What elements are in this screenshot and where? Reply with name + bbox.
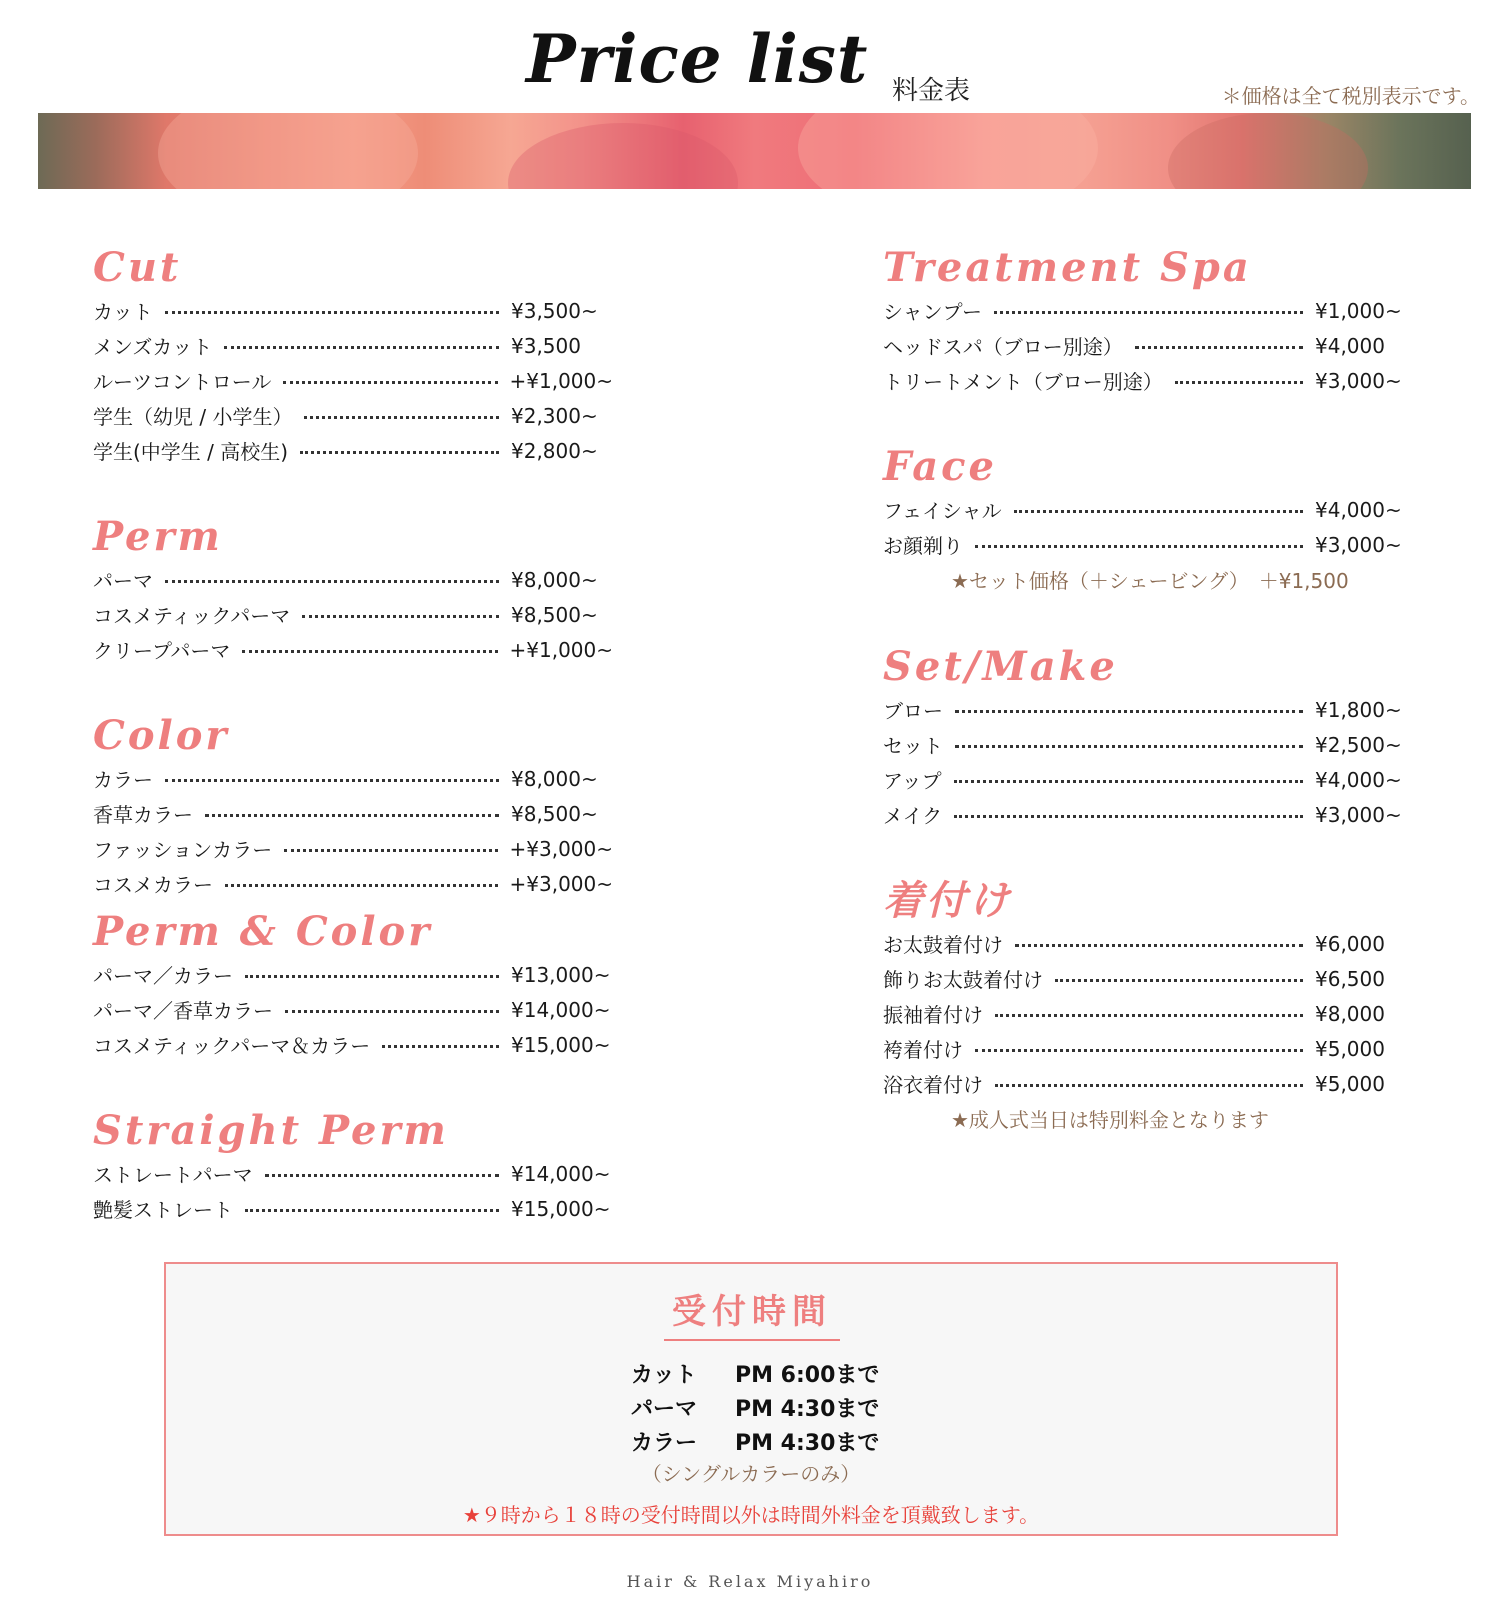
hours-row xyxy=(631,1358,879,1392)
hours-label: パーマ xyxy=(631,1397,698,1422)
item-name: ファッションカラー xyxy=(93,838,273,862)
item-price: ¥2,800~ xyxy=(511,438,598,463)
item-price: ¥3,500 xyxy=(511,333,581,358)
section-title: Set/Make xyxy=(883,643,1118,690)
dot-leader xyxy=(300,451,499,454)
item-price: ¥3,000~ xyxy=(1315,802,1402,827)
price-row xyxy=(883,926,1403,961)
price-row xyxy=(93,597,613,632)
dot-leader xyxy=(975,545,1303,548)
dot-leader xyxy=(1175,381,1303,384)
dot-leader xyxy=(205,814,499,817)
dot-leader xyxy=(302,615,499,618)
item-name: 艶髪ストレート xyxy=(93,1198,233,1222)
item-price: ¥2,500~ xyxy=(1315,732,1402,757)
reception-hours-list xyxy=(631,1358,879,1460)
price-row xyxy=(883,363,1403,398)
dot-leader xyxy=(165,580,499,583)
item-name: お顔剃り xyxy=(883,534,963,558)
dot-leader xyxy=(382,1045,499,1048)
dot-leader xyxy=(304,416,499,419)
item-name: メンズカット xyxy=(93,335,213,359)
section-set-make xyxy=(883,644,1403,832)
item-name: ストレートパーマ xyxy=(93,1163,253,1187)
section-title: Straight Perm xyxy=(93,1107,449,1154)
price-row xyxy=(93,1027,613,1062)
dot-leader xyxy=(975,1049,1303,1052)
item-price: +¥3,000~ xyxy=(509,836,613,861)
price-row xyxy=(883,996,1403,1031)
price-row xyxy=(93,632,613,667)
hours-time: PM 4:30まで xyxy=(735,1431,880,1456)
price-row xyxy=(93,363,613,398)
item-price: ¥8,000~ xyxy=(511,766,598,791)
page-title: Price list xyxy=(526,20,869,98)
price-row xyxy=(883,328,1403,363)
item-price: ¥14,000~ xyxy=(511,1161,611,1186)
price-row xyxy=(883,961,1403,996)
dot-leader xyxy=(284,849,497,852)
item-price: ¥2,300~ xyxy=(511,403,598,428)
dot-leader xyxy=(955,710,1303,713)
header xyxy=(0,0,1500,120)
dot-leader xyxy=(283,381,497,384)
dot-leader xyxy=(165,311,499,314)
section-color xyxy=(93,713,613,901)
hours-row xyxy=(631,1392,879,1426)
face-set-price-note: ★セット価格（＋シェービング） ＋¥1,500 xyxy=(951,569,1349,593)
item-price: ¥6,500 xyxy=(1315,966,1385,991)
overtime-fee-warning: ★９時から１８時の受付時間以外は時間外料金を頂戴致します。 xyxy=(462,1503,1040,1527)
dot-leader xyxy=(165,779,499,782)
price-row xyxy=(93,866,613,901)
dot-leader xyxy=(224,346,499,349)
price-row xyxy=(93,796,613,831)
tax-note: ＊価格は全て税別表示です。 xyxy=(1221,84,1480,108)
price-row xyxy=(883,762,1403,797)
item-price: +¥3,000~ xyxy=(509,871,613,896)
item-name: 浴衣着付け xyxy=(883,1073,983,1097)
item-name: カット xyxy=(93,300,153,324)
price-row xyxy=(93,433,613,468)
item-name: ブロー xyxy=(883,699,943,723)
dot-leader xyxy=(995,1084,1303,1087)
item-price: ¥3,000~ xyxy=(1315,368,1402,393)
hours-time: PM 4:30まで xyxy=(735,1397,880,1422)
dot-leader xyxy=(954,815,1303,818)
price-row xyxy=(883,1031,1403,1066)
section-face xyxy=(883,444,1403,598)
item-name: コスメティックパーマ xyxy=(93,604,291,628)
left-column xyxy=(93,245,613,1272)
hours-label: カット xyxy=(631,1363,697,1388)
section-perm xyxy=(93,514,613,667)
item-name: ヘッドスパ（ブロー別途） xyxy=(883,335,1123,359)
price-row xyxy=(93,761,613,796)
item-price: ¥14,000~ xyxy=(511,997,611,1022)
dot-leader xyxy=(242,650,497,653)
item-price: ¥4,000~ xyxy=(1315,767,1402,792)
hours-time: PM 6:00まで xyxy=(735,1363,880,1388)
item-price: +¥1,000~ xyxy=(509,637,613,662)
item-price: ¥8,500~ xyxy=(511,602,598,627)
section-cut xyxy=(93,245,613,468)
price-row xyxy=(93,328,613,363)
price-row xyxy=(93,957,613,992)
price-row xyxy=(883,527,1403,562)
single-color-note: （シングルカラーのみ） xyxy=(641,1462,861,1486)
item-price: ¥3,000~ xyxy=(1315,532,1402,557)
item-name: 振袖着付け xyxy=(883,1003,983,1027)
dot-leader xyxy=(265,1174,499,1177)
page-subtitle: 料金表 xyxy=(892,76,971,106)
section-perm-color xyxy=(93,909,613,1062)
section-treatment-spa xyxy=(883,245,1403,398)
price-row xyxy=(883,1066,1403,1101)
item-name: セット xyxy=(883,734,943,758)
section-title: Cut xyxy=(93,244,182,291)
item-price: ¥4,000 xyxy=(1315,333,1385,358)
dot-leader xyxy=(245,975,499,978)
dot-leader xyxy=(1055,979,1303,982)
item-name: カラー xyxy=(93,768,153,792)
reception-hours-title: 受付時間 xyxy=(664,1284,840,1341)
item-price: ¥1,000~ xyxy=(1315,298,1402,323)
section-straight-perm xyxy=(93,1108,613,1226)
item-name: トリートメント（ブロー別途） xyxy=(883,370,1163,394)
dot-leader xyxy=(994,311,1303,314)
section-title: 着付け xyxy=(883,877,1012,924)
item-name: アップ xyxy=(883,769,942,793)
item-price: ¥6,000 xyxy=(1315,931,1385,956)
item-name: 香草カラー xyxy=(93,803,193,827)
item-price: ¥5,000 xyxy=(1315,1071,1385,1096)
dot-leader xyxy=(285,1010,499,1013)
dot-leader xyxy=(1135,346,1303,349)
dot-leader xyxy=(225,884,498,887)
seijinshiki-note: ★成人式当日は特別料金となります xyxy=(951,1108,1269,1132)
price-row xyxy=(883,692,1403,727)
price-row xyxy=(93,831,613,866)
rose-banner-image xyxy=(38,113,1471,189)
item-name: 学生(中学生 / 高校生) xyxy=(93,440,289,464)
item-name: シャンプー xyxy=(883,300,982,324)
item-name: お太鼓着付け xyxy=(883,933,1003,957)
item-price: ¥15,000~ xyxy=(511,1196,611,1221)
footer-brand: Hair & Relax Miyahiro xyxy=(626,1572,874,1591)
item-price: ¥8,500~ xyxy=(511,801,598,826)
section-title: Face xyxy=(883,443,997,490)
section-title: Treatment Spa xyxy=(883,244,1252,291)
item-name: 飾りお太鼓着付け xyxy=(883,968,1043,992)
price-row xyxy=(93,1191,613,1226)
item-price: ¥3,500~ xyxy=(511,298,598,323)
item-price: +¥1,000~ xyxy=(509,368,613,393)
dot-leader xyxy=(1014,510,1303,513)
item-name: クリープパーマ xyxy=(93,639,231,663)
section-title: Color xyxy=(93,712,230,759)
item-name: コスメティックパーマ＆カラー xyxy=(93,1034,371,1058)
hours-row xyxy=(631,1426,879,1460)
item-price: ¥8,000~ xyxy=(511,567,598,592)
item-name: フェイシャル xyxy=(883,499,1002,523)
price-row xyxy=(93,1156,613,1191)
price-row xyxy=(883,293,1403,328)
item-price: ¥5,000 xyxy=(1315,1036,1385,1061)
item-name: ルーツコントロール xyxy=(93,370,272,394)
dot-leader xyxy=(955,745,1303,748)
item-price: ¥15,000~ xyxy=(511,1032,611,1057)
dot-leader xyxy=(954,780,1303,783)
price-row xyxy=(93,293,613,328)
section-kitsuke xyxy=(883,878,1403,1137)
section-title: Perm & Color xyxy=(93,908,433,955)
hours-label: カラー xyxy=(631,1431,698,1456)
item-price: ¥13,000~ xyxy=(511,962,611,987)
section-title: Perm xyxy=(93,513,223,560)
item-name: メイク xyxy=(883,804,943,828)
item-name: パーマ xyxy=(93,569,153,593)
price-row xyxy=(883,727,1403,762)
price-row xyxy=(883,492,1403,527)
dot-leader xyxy=(995,1014,1303,1017)
dot-leader xyxy=(1015,944,1303,947)
price-row xyxy=(883,797,1403,832)
item-name: パーマ／カラー xyxy=(93,964,233,988)
item-name: 袴着付け xyxy=(883,1038,963,1062)
price-row xyxy=(93,562,613,597)
item-price: ¥8,000 xyxy=(1315,1001,1385,1026)
item-price: ¥1,800~ xyxy=(1315,697,1402,722)
dot-leader xyxy=(245,1209,499,1212)
item-name: パーマ／香草カラー xyxy=(93,999,273,1023)
right-column xyxy=(883,245,1403,1183)
item-price: ¥4,000~ xyxy=(1315,497,1402,522)
item-name: 学生（幼児 / 小学生） xyxy=(93,405,293,429)
item-name: コスメカラー xyxy=(93,873,213,897)
price-row xyxy=(93,992,613,1027)
reception-hours-box xyxy=(164,1262,1338,1536)
price-row xyxy=(93,398,613,433)
